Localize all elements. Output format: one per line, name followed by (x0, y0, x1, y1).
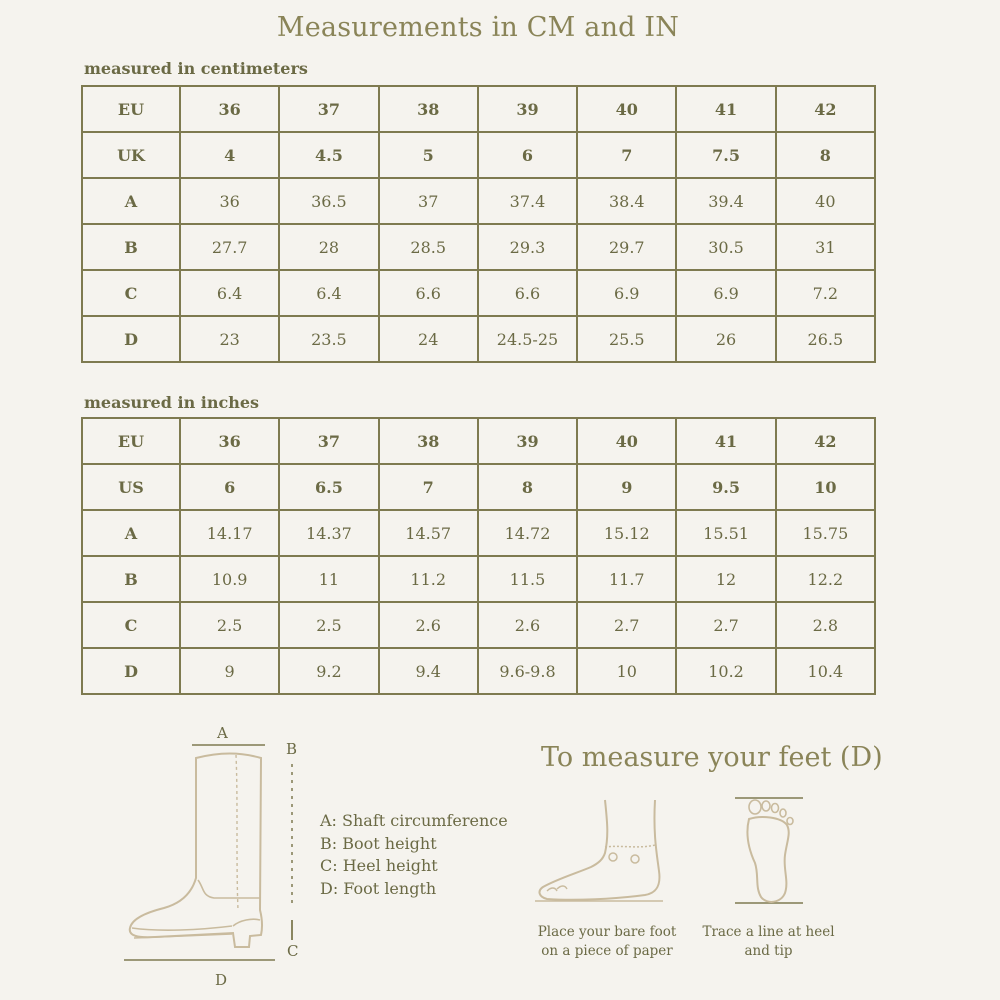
cm-cell: 8 (776, 132, 875, 178)
dim-c-letter: C (287, 942, 299, 960)
inch-cell: 11.7 (577, 556, 676, 602)
inch-cell: 15.51 (676, 510, 775, 556)
cm-cell: 39.4 (676, 178, 775, 224)
cm-cell: 6.9 (676, 270, 775, 316)
inch-cell: 2.8 (776, 602, 875, 648)
cm-row-label: D (82, 316, 180, 362)
inch-cell: 11.5 (478, 556, 577, 602)
table-row (82, 510, 875, 556)
inch-cell: 15.12 (577, 510, 676, 556)
cm-cell: 7.5 (676, 132, 775, 178)
cm-row-label: C (82, 270, 180, 316)
table-row (82, 648, 875, 694)
cm-section-label: measured in centimeters (84, 59, 308, 78)
table-row (82, 316, 875, 362)
inch-cell: 6.5 (279, 464, 378, 510)
cm-cell: 29.7 (577, 224, 676, 270)
inch-row-label: US (82, 464, 180, 510)
cm-cell: 6.6 (478, 270, 577, 316)
page-title: Measurements in CM and IN (276, 12, 680, 43)
cm-cell: 39 (478, 86, 577, 132)
cm-cell: 4 (180, 132, 279, 178)
cm-cell: 6.6 (379, 270, 478, 316)
inch-cell: 41 (676, 418, 775, 464)
inch-cell: 10 (776, 464, 875, 510)
inch-section-label: measured in inches (84, 393, 260, 412)
cm-cell: 36 (180, 178, 279, 224)
legend-item-c: C: Heel height (320, 856, 438, 875)
inch-cell: 10.4 (776, 648, 875, 694)
inch-cell: 2.5 (180, 602, 279, 648)
inch-cell: 10.9 (180, 556, 279, 602)
table-row (82, 418, 875, 464)
cm-cell: 29.3 (478, 224, 577, 270)
cm-cell: 6 (478, 132, 577, 178)
cm-cell: 23 (180, 316, 279, 362)
feet-title: To measure your feet (D) (541, 742, 883, 773)
inch-cell: 40 (577, 418, 676, 464)
inch-cell: 11.2 (379, 556, 478, 602)
table-row (82, 178, 875, 224)
inch-row-label: A (82, 510, 180, 556)
cm-cell: 28 (279, 224, 378, 270)
cm-cell: 26 (676, 316, 775, 362)
legend-item-a: A: Shaft circumference (320, 811, 508, 830)
cm-row-label: B (82, 224, 180, 270)
cm-row-label: EU (82, 86, 180, 132)
inch-cell: 8 (478, 464, 577, 510)
inch-cell: 9 (577, 464, 676, 510)
inch-cell: 2.7 (577, 602, 676, 648)
inch-cell: 9.5 (676, 464, 775, 510)
cm-size-table (81, 85, 876, 363)
inch-cell: 14.17 (180, 510, 279, 556)
inch-cell: 10.2 (676, 648, 775, 694)
inch-row-label: B (82, 556, 180, 602)
cm-cell: 31 (776, 224, 875, 270)
cm-cell: 4.5 (279, 132, 378, 178)
cm-cell: 6.4 (279, 270, 378, 316)
step2-caption: Trace a line at heel and tip (702, 924, 835, 959)
inch-cell: 2.5 (279, 602, 378, 648)
inch-row-label: EU (82, 418, 180, 464)
inch-cell: 7 (379, 464, 478, 510)
foot-outline-icon (733, 795, 808, 907)
inch-cell: 2.6 (379, 602, 478, 648)
cm-row-label: A (82, 178, 180, 224)
cm-row-label: UK (82, 132, 180, 178)
inch-cell: 14.72 (478, 510, 577, 556)
boot-icon (120, 740, 310, 970)
cm-cell: 23.5 (279, 316, 378, 362)
table-row (82, 132, 875, 178)
cm-cell: 40 (577, 86, 676, 132)
cm-cell: 30.5 (676, 224, 775, 270)
inch-cell: 39 (478, 418, 577, 464)
inch-cell: 9.4 (379, 648, 478, 694)
cm-cell: 7 (577, 132, 676, 178)
cm-cell: 36.5 (279, 178, 378, 224)
inch-cell: 9.2 (279, 648, 378, 694)
inch-cell: 36 (180, 418, 279, 464)
inch-cell: 38 (379, 418, 478, 464)
cm-cell: 26.5 (776, 316, 875, 362)
table-row (82, 86, 875, 132)
cm-cell: 24 (379, 316, 478, 362)
cm-cell: 38 (379, 86, 478, 132)
table-row (82, 464, 875, 510)
cm-cell: 24.5-25 (478, 316, 577, 362)
cm-cell: 5 (379, 132, 478, 178)
inch-cell: 11 (279, 556, 378, 602)
inch-cell: 9 (180, 648, 279, 694)
step1-caption: Place your bare foot on a piece of paper (537, 924, 677, 959)
cm-cell: 27.7 (180, 224, 279, 270)
cm-cell: 6.9 (577, 270, 676, 316)
inch-row-label: C (82, 602, 180, 648)
legend-item-b: B: Boot height (320, 833, 437, 853)
dim-b-letter: B (286, 740, 298, 758)
cm-cell: 40 (776, 178, 875, 224)
inch-row-label: D (82, 648, 180, 694)
table-row (82, 270, 875, 316)
inch-cell: 14.37 (279, 510, 378, 556)
cm-cell: 37 (279, 86, 378, 132)
inch-cell: 14.57 (379, 510, 478, 556)
inch-cell: 2.7 (676, 602, 775, 648)
cm-cell: 42 (776, 86, 875, 132)
dim-d-letter: D (215, 971, 228, 989)
foot-side-icon (535, 795, 665, 905)
cm-cell: 7.2 (776, 270, 875, 316)
dimension-legend (320, 810, 508, 900)
legend-item-d: D: Foot length (320, 878, 437, 898)
inch-cell: 37 (279, 418, 378, 464)
inch-cell: 15.75 (776, 510, 875, 556)
cm-cell: 37.4 (478, 178, 577, 224)
cm-cell: 41 (676, 86, 775, 132)
inch-cell: 12.2 (776, 556, 875, 602)
cm-cell: 38.4 (577, 178, 676, 224)
inch-size-table (81, 417, 876, 695)
inch-cell: 9.6-9.8 (478, 648, 577, 694)
cm-cell: 25.5 (577, 316, 676, 362)
cm-cell: 28.5 (379, 224, 478, 270)
cm-cell: 36 (180, 86, 279, 132)
cm-cell: 6.4 (180, 270, 279, 316)
inch-cell: 10 (577, 648, 676, 694)
inch-cell: 42 (776, 418, 875, 464)
inch-cell: 6 (180, 464, 279, 510)
table-row (82, 556, 875, 602)
inch-cell: 2.6 (478, 602, 577, 648)
dim-a-letter: A (217, 724, 228, 742)
inch-cell: 12 (676, 556, 775, 602)
table-row (82, 602, 875, 648)
table-row (82, 224, 875, 270)
cm-cell: 37 (379, 178, 478, 224)
